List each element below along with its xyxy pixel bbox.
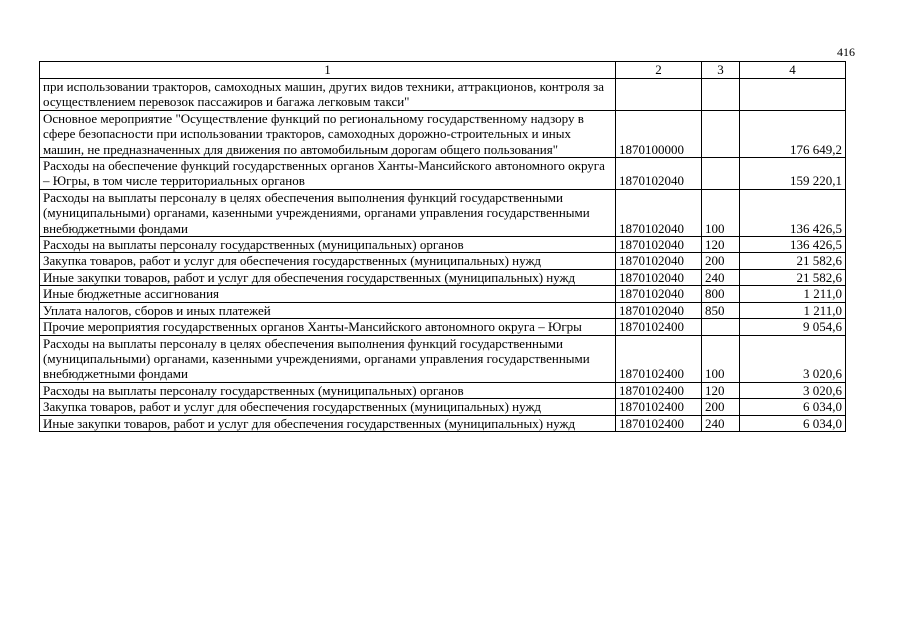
row-expense-type: 240 xyxy=(702,269,740,285)
row-expense-type xyxy=(702,79,740,111)
column-header-2: 2 xyxy=(616,62,702,79)
row-amount: 21 582,6 xyxy=(740,253,846,269)
row-target-code: 1870102040 xyxy=(616,286,702,302)
row-expense-type: 200 xyxy=(702,399,740,415)
row-expense-type xyxy=(702,158,740,190)
row-description: Иные бюджетные ассигнования xyxy=(40,286,616,302)
row-target-code: 1870102040 xyxy=(616,189,702,236)
column-header-4: 4 xyxy=(740,62,846,79)
row-expense-type: 240 xyxy=(702,415,740,431)
table-row xyxy=(40,286,846,302)
row-description: Расходы на выплаты персоналу в целях обеспечения выполнения функций государственными (муниципальными) органами, казенными учреждениями, органами управления государственными внебюджетными фондами xyxy=(40,189,616,236)
row-amount: 6 034,0 xyxy=(740,415,846,431)
row-description: Расходы на выплаты персоналу в целях обеспечения выполнения функций государственными (муниципальными) органами, казенными учреждениями, органами управления государственными внебюджетными фондами xyxy=(40,335,616,382)
row-description: при использовании тракторов, самоходных машин, других видов техники, аттракционов, контроля за осуществлением перевозок пассажиров и багажа легковым такси" xyxy=(40,79,616,111)
row-target-code: 1870102040 xyxy=(616,253,702,269)
row-target-code: 1870102040 xyxy=(616,158,702,190)
row-amount: 136 426,5 xyxy=(740,189,846,236)
row-expense-type xyxy=(702,110,740,157)
table-row xyxy=(40,110,846,157)
row-amount: 9 054,6 xyxy=(740,319,846,335)
row-expense-type: 120 xyxy=(702,382,740,398)
table-row xyxy=(40,158,846,190)
row-target-code: 1870102040 xyxy=(616,269,702,285)
table-row xyxy=(40,302,846,318)
row-target-code: 1870102400 xyxy=(616,335,702,382)
row-target-code: 1870102400 xyxy=(616,399,702,415)
table-row xyxy=(40,253,846,269)
row-amount: 1 211,0 xyxy=(740,302,846,318)
row-expense-type: 800 xyxy=(702,286,740,302)
row-amount: 136 426,5 xyxy=(740,237,846,253)
table-row xyxy=(40,237,846,253)
row-target-code: 1870102040 xyxy=(616,302,702,318)
row-expense-type: 850 xyxy=(702,302,740,318)
table-body xyxy=(40,79,846,432)
table-row xyxy=(40,269,846,285)
row-amount: 21 582,6 xyxy=(740,269,846,285)
table-row xyxy=(40,79,846,111)
row-target-code xyxy=(616,79,702,111)
column-header-1: 1 xyxy=(40,62,616,79)
row-description: Уплата налогов, сборов и иных платежей xyxy=(40,302,616,318)
row-description: Расходы на выплаты персоналу государственных (муниципальных) органов xyxy=(40,237,616,253)
row-description: Иные закупки товаров, работ и услуг для обеспечения государственных (муниципальных) нужд xyxy=(40,269,616,285)
table-header-row xyxy=(40,62,846,79)
row-description: Основное мероприятие "Осуществление функций по региональному государственному надзору в сфере безопасности при использовании тракторов, самоходных дорожно-строительных и иных машин, не предназначенных для движения по автомобильным дорогам общего пользования" xyxy=(40,110,616,157)
row-description: Расходы на обеспечение функций государственных органов Ханты-Мансийского автономного округа – Югры, в том числе территориальных органов xyxy=(40,158,616,190)
row-target-code: 1870102400 xyxy=(616,382,702,398)
row-amount xyxy=(740,79,846,111)
row-expense-type: 100 xyxy=(702,335,740,382)
table-row xyxy=(40,335,846,382)
row-amount: 159 220,1 xyxy=(740,158,846,190)
page-number: 416 xyxy=(837,45,855,59)
row-target-code: 1870100000 xyxy=(616,110,702,157)
table-row xyxy=(40,399,846,415)
table-row xyxy=(40,415,846,431)
budget-table xyxy=(39,61,846,432)
row-description: Закупка товаров, работ и услуг для обеспечения государственных (муниципальных) нужд xyxy=(40,399,616,415)
table-row xyxy=(40,319,846,335)
table-row xyxy=(40,189,846,236)
row-expense-type: 200 xyxy=(702,253,740,269)
row-expense-type xyxy=(702,319,740,335)
table-row xyxy=(40,382,846,398)
row-expense-type: 100 xyxy=(702,189,740,236)
row-amount: 3 020,6 xyxy=(740,382,846,398)
row-target-code: 1870102040 xyxy=(616,237,702,253)
row-description: Иные закупки товаров, работ и услуг для обеспечения государственных (муниципальных) нужд xyxy=(40,415,616,431)
row-expense-type: 120 xyxy=(702,237,740,253)
row-description: Прочие мероприятия государственных органов Ханты-Мансийского автономного округа – Югры xyxy=(40,319,616,335)
row-amount: 176 649,2 xyxy=(740,110,846,157)
row-amount: 3 020,6 xyxy=(740,335,846,382)
row-amount: 6 034,0 xyxy=(740,399,846,415)
row-description: Расходы на выплаты персоналу государственных (муниципальных) органов xyxy=(40,382,616,398)
row-amount: 1 211,0 xyxy=(740,286,846,302)
row-description: Закупка товаров, работ и услуг для обеспечения государственных (муниципальных) нужд xyxy=(40,253,616,269)
row-target-code: 1870102400 xyxy=(616,319,702,335)
column-header-3: 3 xyxy=(702,62,740,79)
row-target-code: 1870102400 xyxy=(616,415,702,431)
